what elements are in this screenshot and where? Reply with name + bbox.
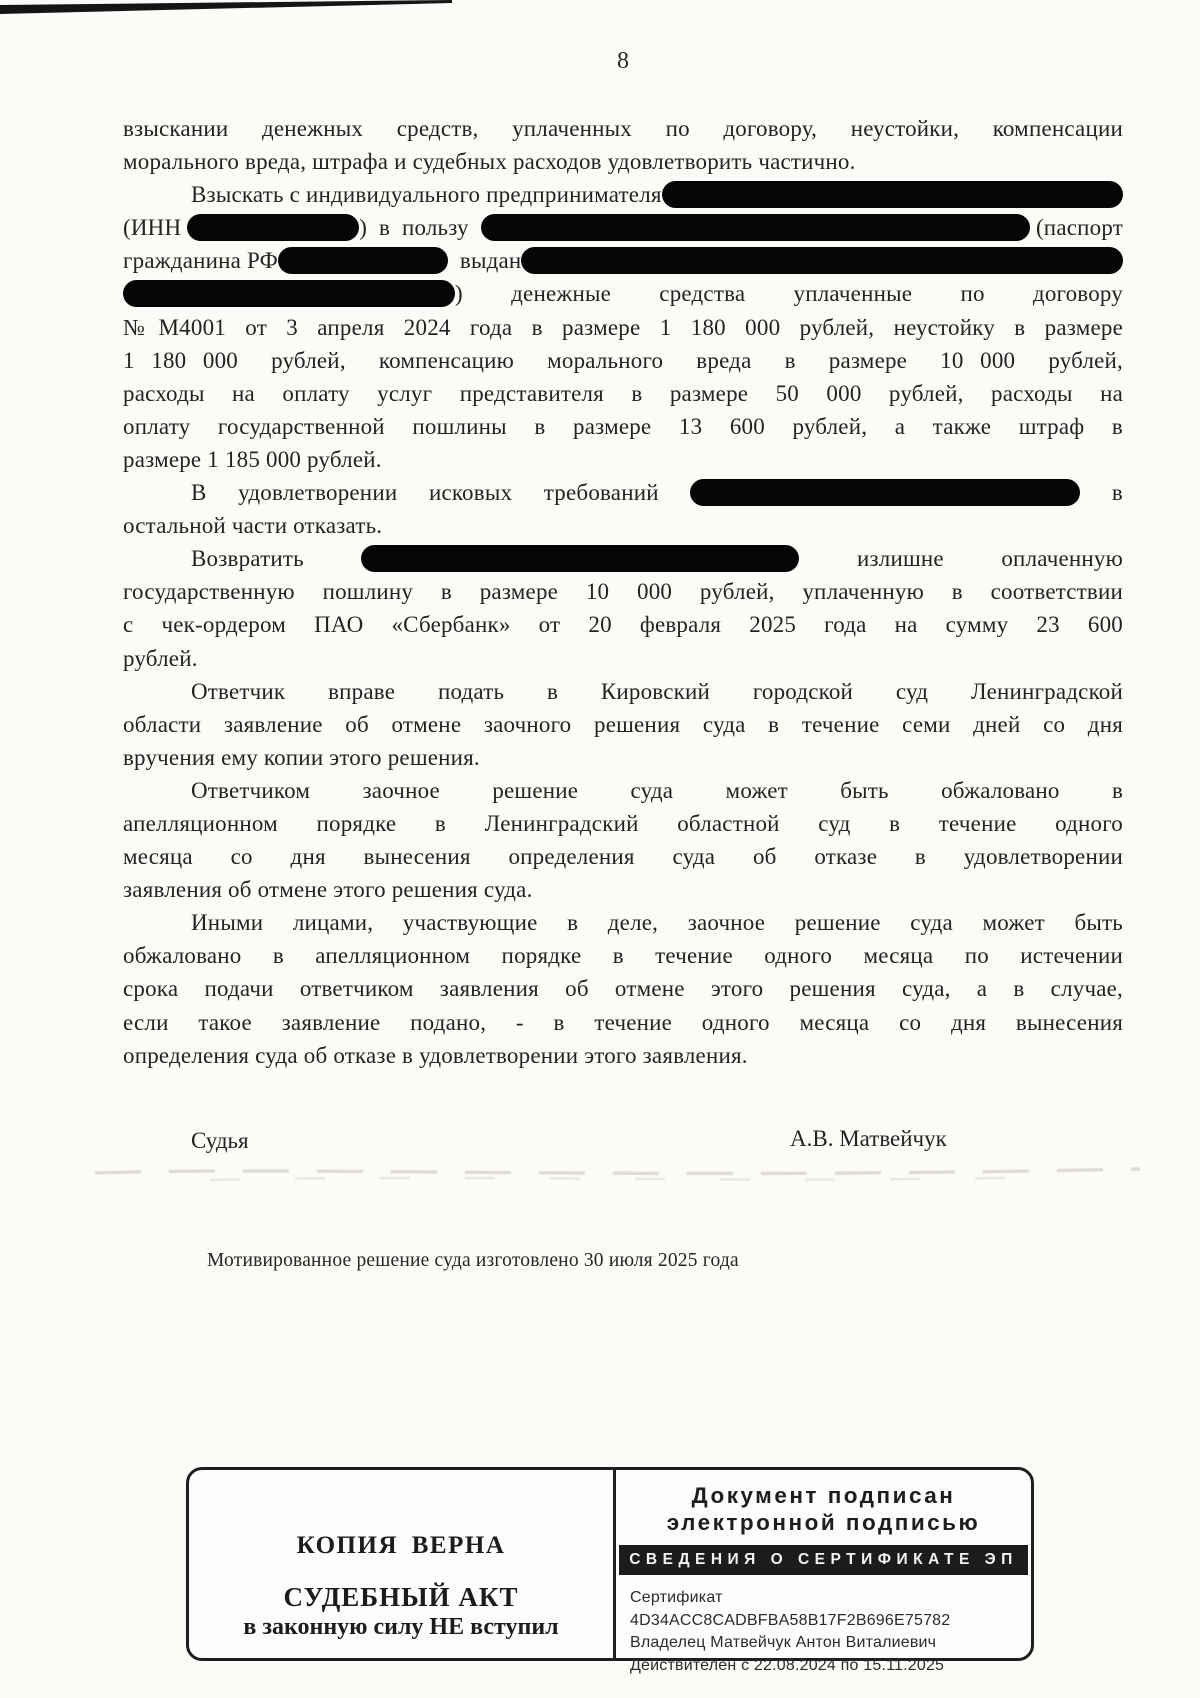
- body-text-segment: Ответчик вправе подать в Кировский городской суд Ленинградской: [191, 678, 1123, 704]
- body-text-segment: обжаловано в апелляционном порядке в течение одного месяца по истечении: [123, 943, 1123, 969]
- body-text-segment: (ИНН: [123, 215, 188, 241]
- body-line: [123, 906, 1123, 939]
- body-line: [123, 1006, 1123, 1039]
- body-line: [123, 642, 1123, 675]
- certificate-validity: Действителен с 22.08.2024 по 15.11.2025: [630, 1656, 945, 1674]
- copy-verified-label: КОПИЯ ВЕРНА: [296, 1532, 506, 1559]
- body-text-segment: ) в пользу: [359, 215, 481, 241]
- copy-stamp-section: [189, 1470, 616, 1658]
- body-text-segment: в: [1080, 480, 1123, 506]
- body-text-segment: взыскании денежных средств, уплаченных по договору, неустойки, компенсации: [123, 116, 1123, 141]
- motivated-decision-line: Мотивированное решение суда изготовлено 30 июля 2025 года: [207, 1250, 739, 1271]
- body-text-segment: оплату государственной пошлины в размере 13 600 рублей, а также штраф в: [123, 413, 1123, 439]
- body-line: [123, 112, 1123, 145]
- body-text-segment: Возвратить: [191, 546, 362, 572]
- body-text-segment: Иными лицами, участвующие в деле, заочное решение суда может быть: [191, 910, 1123, 936]
- certificate-info-bar: СВЕДЕНИЯ О СЕРТИФИКАТЕ ЭП: [619, 1545, 1028, 1575]
- body-line: [123, 575, 1123, 608]
- body-text-segment: 1 180 000 рублей, компенсацию морального вреда в размере 10 000 рублей,: [123, 347, 1123, 373]
- certificate-details: [616, 1575, 1031, 1677]
- body-line: [123, 840, 1123, 873]
- body-line: [123, 675, 1123, 708]
- document-body: [123, 112, 1123, 1072]
- body-text-segment: №М4001 от 3 апреля 2024 года в размере 1 180 000 рублей, неустойку в размере: [123, 314, 1123, 340]
- redaction-bar: [361, 545, 799, 572]
- body-line: [123, 972, 1123, 1005]
- body-text-segment: апелляционном порядке в Ленинградский областной суд в течение одного: [123, 810, 1123, 836]
- body-line: [123, 873, 1123, 906]
- body-text-segment: заявления об отмене этого решения суда.: [123, 877, 533, 903]
- signed-line-2: электронной подписью: [666, 1510, 981, 1535]
- body-text-segment: морального вреда, штрафа и судебных расходов удовлетворить частично.: [123, 149, 856, 175]
- body-line: [123, 311, 1123, 344]
- body-text-segment: В удовлетворении исковых требований: [191, 480, 691, 506]
- body-line: [123, 178, 1123, 211]
- body-text-segment: остальной части отказать.: [123, 513, 383, 539]
- body-text-segment: месяца со дня вынесения определения суда об отказе в удовлетворении: [123, 844, 1123, 870]
- body-text-segment: расходы на оплату услуг представителя в размере 50 000 рублей, расходы на: [123, 380, 1123, 406]
- redaction-bar: [123, 280, 455, 307]
- judge-label: Судья: [191, 1128, 249, 1153]
- body-line: [123, 410, 1123, 443]
- judicial-act-subtitle: в законную силу НЕ вступил: [243, 1614, 559, 1640]
- body-text-segment: размере 1 185 000 рублей.: [123, 446, 382, 472]
- body-line: [123, 708, 1123, 741]
- redaction-bar: [690, 479, 1080, 506]
- redaction-bar: [481, 214, 1030, 241]
- body-text-segment: Ответчиком заочное решение суда может быть обжаловано в: [191, 777, 1123, 803]
- body-line: [123, 344, 1123, 377]
- body-line: [123, 377, 1123, 410]
- stamp-box: [186, 1467, 1034, 1674]
- body-line: [123, 608, 1123, 641]
- body-text-segment: если такое заявление подано, - в течение одного месяца со дня вынесения: [123, 1009, 1123, 1035]
- body-text-segment: государственную пошлину в размере 10 000 рублей, уплаченную в соответствии: [123, 579, 1123, 605]
- body-line: [123, 145, 1123, 178]
- body-text-segment: вручения ему копии этого решения.: [123, 744, 480, 770]
- body-line: [123, 443, 1123, 476]
- e-signature-section: [616, 1470, 1031, 1674]
- page-number: 8: [617, 48, 629, 74]
- body-text-segment: излишне оплаченную: [799, 546, 1124, 572]
- body-line: [123, 542, 1123, 575]
- body-line: [123, 509, 1123, 542]
- body-text-segment: (паспорт: [1030, 215, 1123, 241]
- body-line: [123, 939, 1123, 972]
- body-text-segment: ) денежные средства уплаченные по договору: [455, 281, 1123, 307]
- body-line: [123, 476, 1123, 509]
- certificate-owner: Владелец Матвейчук Антон Виталиевич: [630, 1634, 937, 1651]
- body-text-segment: срока подачи ответчиком заявления об отмене этого решения суда, а в случае,: [123, 976, 1123, 1002]
- body-line: [123, 277, 1123, 310]
- body-line: [123, 774, 1123, 807]
- redaction-bar: [521, 247, 1123, 274]
- body-line: [123, 211, 1123, 244]
- judicial-act-title: СУДЕБНЫЙ АКТ: [283, 1582, 519, 1612]
- redaction-bar: [662, 181, 1123, 208]
- body-text-segment: гражданина РФ: [123, 248, 278, 274]
- signed-line-1: Документ подписан: [691, 1483, 956, 1508]
- body-line: [123, 1039, 1123, 1072]
- body-text-segment: рублей.: [123, 645, 198, 671]
- body-line: [123, 741, 1123, 774]
- body-text-segment: Взыскать с индивидуального предпринимателя: [191, 182, 662, 208]
- body-line: [123, 244, 1123, 277]
- body-text-segment: выдан: [448, 248, 522, 274]
- certificate-number: Сертификат 4D34ACC8CADBFBA58B17F2B696E75782: [630, 1589, 951, 1629]
- judge-name: А.В. Матвейчук: [790, 1126, 947, 1151]
- scan-artifact: [0, 0, 1200, 22]
- redaction-bar: [187, 214, 359, 241]
- redaction-bar: [278, 247, 448, 274]
- body-line: [123, 807, 1123, 840]
- body-text-segment: определения суда об отказе в удовлетворении этого заявления.: [123, 1042, 748, 1068]
- body-text-segment: с чек-ордером ПАО «Сбербанк» от 20 февраля 2025 года на сумму 23 600: [123, 612, 1123, 638]
- body-text-segment: области заявление об отмене заочного решения суда в течение семи дней со дня: [123, 711, 1123, 737]
